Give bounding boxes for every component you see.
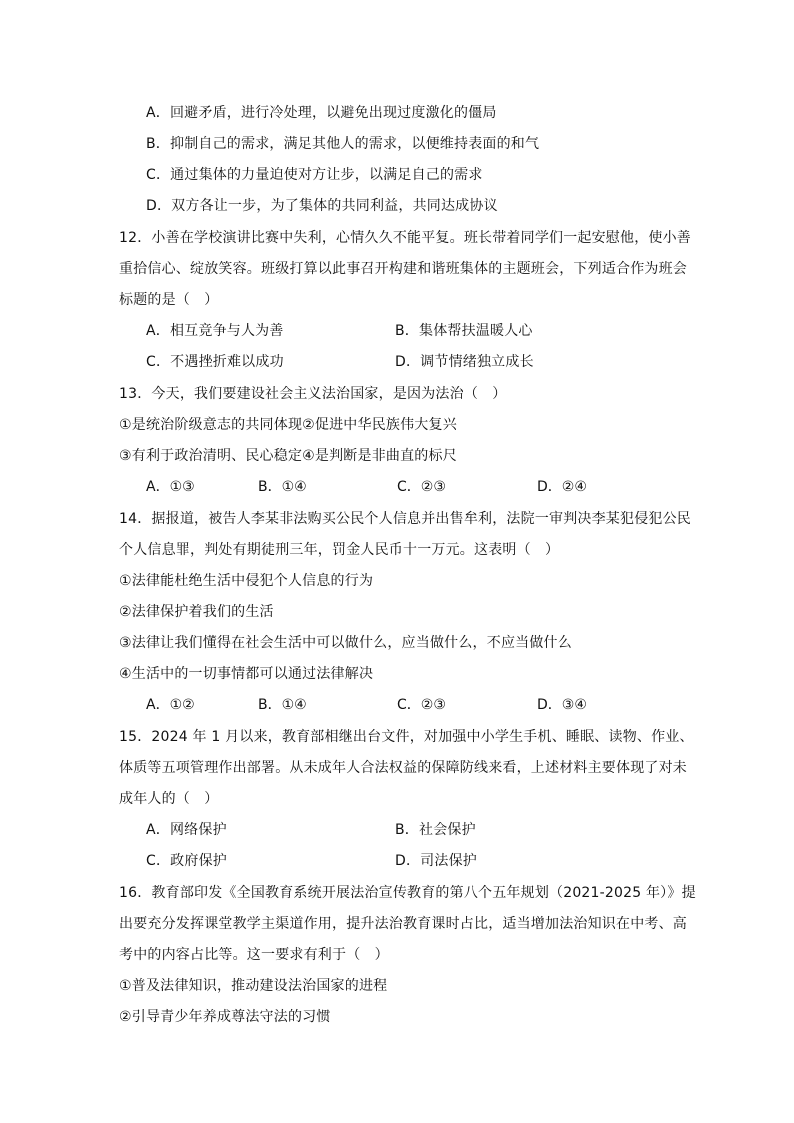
- q14-option-a: A．①②: [146, 697, 195, 713]
- q12-stem-line-2: 重拾信心、绽放笑容。班级打算以此事召开构建和谐班集体的主题班会，下列适合作为班会: [119, 261, 687, 277]
- q15-stem-line-3: 成年人的（ ）: [119, 791, 219, 807]
- q12-option-d: D．调节情绪独立成长: [395, 354, 534, 370]
- q14-option-d: D．③④: [537, 697, 587, 713]
- q12-option-a: A．相互竞争与人为善: [146, 323, 284, 339]
- q15-option-b: B．社会保护: [395, 822, 476, 838]
- q12-stem-line-3: 标题的是（ ）: [119, 292, 219, 308]
- q13-option-d: D．②④: [537, 479, 587, 495]
- q11-option-a: A．回避矛盾，进行冷处理，以避免出现过度激化的僵局: [146, 105, 497, 121]
- q13-option-b: B．①④: [258, 479, 307, 495]
- q13-statement-3-4: ③有利于政治清明、民心稳定④是判断是非曲直的标尺: [119, 448, 457, 464]
- q14-statement-1: ①法律能杜绝生活中侵犯个人信息的行为: [119, 573, 374, 589]
- q16-statement-2: ②引导青少年养成尊法守法的习惯: [119, 1009, 331, 1025]
- q13-option-c: C．②③: [397, 479, 446, 495]
- q15-stem-line-1: 15．2024 年 1 月以来，教育部相继出台文件，对加强中小学生手机、睡眠、读物、作业、: [119, 729, 694, 745]
- q15-option-a: A．网络保护: [146, 822, 227, 838]
- q15-stem-line-2: 体质等五项管理作出部署。从未成年人合法权益的保障防线来看，上述材料主要体现了对未: [119, 760, 687, 776]
- q11-option-b: B．抑制自己的需求，满足其他人的需求，以便维持表面的和气: [146, 136, 540, 152]
- q11-option-c: C．通过集体的力量迫使对方让步，以满足自己的需求: [146, 167, 483, 183]
- q12-option-c: C．不遇挫折难以成功: [146, 354, 284, 370]
- q15-option-d: D．司法保护: [395, 853, 477, 869]
- q12-stem-line-1: 12．小善在学校演讲比赛中失利，心情久久不能平复。班长带着同学们一起安慰他，使小善: [119, 230, 692, 246]
- q13-statement-1-2: ①是统治阶级意志的共同体现②促进中华民族伟大复兴: [119, 417, 457, 433]
- q16-stem-line-1: 16．教育部印发《全国教育系统开展法治宣传教育的第八个五年规划（2021-2025 年）》提: [119, 885, 696, 901]
- q16-statement-1: ①普及法律知识，推动建设法治国家的进程: [119, 978, 388, 994]
- q14-stem-line-2: 个人信息罪，判处有期徒刑三年，罚金人民币十一万元。这表明（ ）: [119, 542, 560, 558]
- q14-statement-3: ③法律让我们懂得在社会生活中可以做什么，应当做什么，不应当做什么: [119, 635, 572, 651]
- q15-option-c: C．政府保护: [146, 853, 227, 869]
- q11-option-d: D．双方各让一步，为了集体的共同利益，共同达成协议: [146, 198, 498, 214]
- q14-stem-line-1: 14．据报道，被告人李某非法购买公民个人信息并出售牟利，法院一审判决李某犯侵犯公民: [119, 511, 692, 527]
- q14-statement-4: ④生活中的一切事情都可以通过法律解决: [119, 666, 374, 682]
- q16-stem-line-3: 考中的内容占比等。这一要求有利于（ ）: [119, 947, 389, 963]
- q14-option-c: C．②③: [397, 697, 446, 713]
- q13-stem: 13．今天，我们要建设社会主义法治国家，是因为法治（ ）: [119, 386, 507, 402]
- q13-option-a: A．①③: [146, 479, 195, 495]
- q16-stem-line-2: 出要充分发挥课堂教学主渠道作用，提升法治教育课时占比，适当增加法治知识在中考、高: [119, 916, 687, 932]
- q14-option-b: B．①④: [258, 697, 307, 713]
- q12-option-b: B．集体帮扶温暖人心: [395, 323, 533, 339]
- q14-statement-2: ②法律保护着我们的生活: [119, 604, 274, 620]
